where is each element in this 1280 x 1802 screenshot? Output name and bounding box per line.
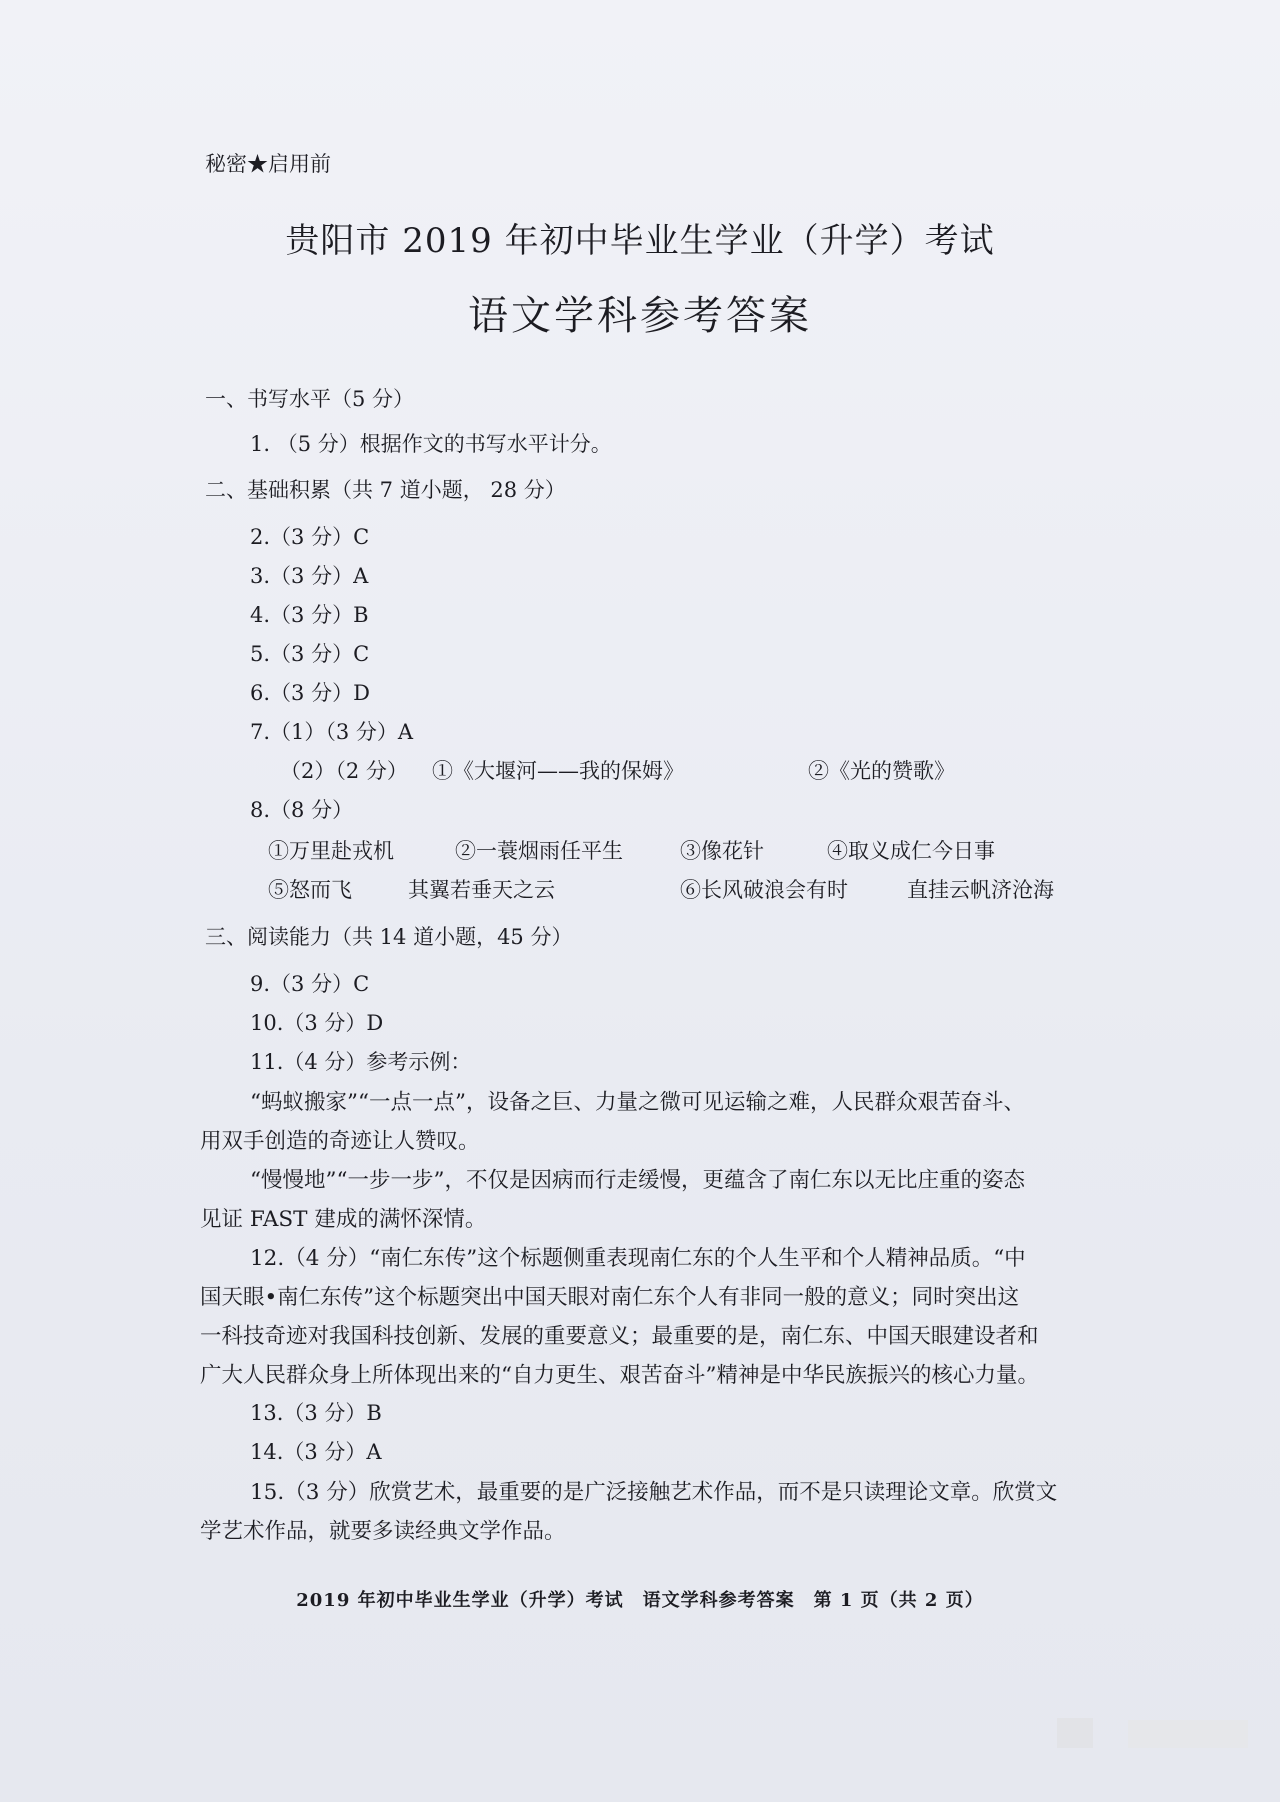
- answer-q8-item: ①万里赴戎机: [268, 839, 394, 863]
- answer-q8: 8.（8 分）: [250, 798, 354, 822]
- answer-q1: 1. （5 分）根据作文的书写水平计分。: [250, 432, 612, 456]
- answer-q7-2-label: （2）（2 分）: [280, 759, 408, 783]
- answer-q15-text: 学艺术作品，就要多读经典文学作品。: [200, 1519, 566, 1544]
- answer-q11-text: “蚂蚁搬家”“一点一点”，设备之巨、力量之微可见运输之难，人民群众艰苦奋斗、: [250, 1090, 1025, 1115]
- answer-q8-item: ⑤怒而飞: [268, 878, 352, 902]
- answer-q7-2-a: ①《大堰河——我的保姆》: [432, 759, 684, 783]
- page-footer: 2019 年初中毕业生学业（升学）考试 语文学科参考答案 第 1 页（共 2 页）: [296, 1590, 984, 1611]
- answer-q12-text: 12.（4 分）“南仁东传”这个标题侧重表现南仁东的个人生平和个人精神品质。“中: [250, 1246, 1026, 1271]
- answer-q6: 6.（3 分）D: [250, 681, 370, 705]
- answer-q4: 4.（3 分）B: [250, 603, 369, 627]
- answer-q9: 9.（3 分）C: [250, 972, 370, 996]
- answer-q12-text: 一科技奇迹对我国科技创新、发展的重要意义；最重要的是，南仁东、中国天眼建设者和: [200, 1324, 1039, 1349]
- confidential-mark: 秘密★启用前: [205, 152, 331, 176]
- answer-q7-2-b: ②《光的赞歌》: [808, 759, 955, 783]
- answer-q8-item: ②一蓑烟雨任平生: [455, 839, 623, 863]
- answer-q3: 3.（3 分）A: [250, 564, 369, 588]
- answer-q14: 14.（3 分）A: [250, 1440, 382, 1464]
- answer-q11: 11.（4 分）参考示例：: [250, 1050, 472, 1074]
- answer-key-title: 语文学科参考答案: [468, 293, 812, 339]
- answer-q5: 5.（3 分）C: [250, 642, 370, 666]
- exam-title: 贵阳市 2019 年初中毕业生学业（升学）考试: [285, 221, 995, 261]
- answer-q13: 13.（3 分）B: [250, 1401, 382, 1425]
- answer-q8-item: ④取义成仁今日事: [827, 839, 995, 863]
- answer-q11-text: 用双手创造的奇迹让人赞叹。: [200, 1129, 480, 1154]
- answer-q11-text: “慢慢地”“一步一步”，不仅是因病而行走缓慢，更蕴含了南仁东以无比庄重的姿态: [250, 1168, 1025, 1193]
- answer-q15-text: 15.（3 分）欣赏艺术，最重要的是广泛接触艺术作品，而不是只读理论文章。欣赏文: [250, 1480, 1058, 1505]
- section-heading-reading: 三、阅读能力（共 14 道小题，45 分）: [205, 925, 573, 949]
- answer-q12-text: 国天眼•南仁东传”这个标题突出中国天眼对南仁东个人有非同一般的意义；同时突出这: [200, 1285, 1020, 1310]
- answer-q11-text: 见证 FAST 建成的满怀深情。: [200, 1207, 487, 1232]
- answer-q7-1: 7.（1）（3 分）A: [250, 720, 414, 744]
- answer-q8-item: ⑥长风破浪会有时: [680, 878, 848, 902]
- answer-q8-item: 直挂云帆济沧海: [907, 878, 1054, 902]
- section-heading-basics: 二、基础积累（共 7 道小题， 28 分）: [205, 478, 566, 502]
- answer-q2: 2.（3 分）C: [250, 525, 370, 549]
- watermark-patch: [1057, 1718, 1093, 1748]
- answer-q8-item: 其翼若垂天之云: [408, 878, 555, 902]
- answer-q10: 10.（3 分）D: [250, 1011, 384, 1035]
- answer-q8-item: ③像花针: [680, 839, 764, 863]
- section-heading-writing: 一、书写水平（5 分）: [205, 387, 415, 411]
- answer-q12-text: 广大人民群众身上所体现出来的“自力更生、艰苦奋斗”精神是中华民族振兴的核心力量。: [200, 1363, 1039, 1388]
- watermark-patch: [1128, 1720, 1248, 1748]
